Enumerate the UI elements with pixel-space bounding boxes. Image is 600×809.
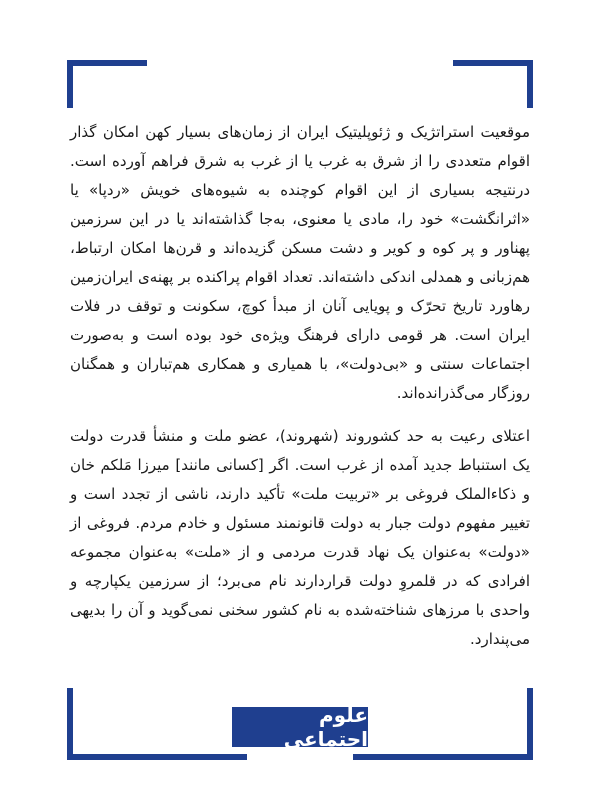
frame-corner-bottom-right — [353, 754, 533, 760]
paragraph-1: موقعیت استراتژیک و ژئوپلیتیک ایران از زمان‌های بسیار کهن امکان گذار اقوام متعددی را از شرق به غرب یا از غرب به شرق فراهم آورده است. درنتیجه بسیاری از این اقوام کوچنده به شیوه‌های خویش «ردپا» یا «اثرانگشت» خود را، مادی یا معنوی، به‌جا گذاشته‌اند یا در این سرزمین پهناور و پر کوه و کویر و دشت مسکن گزیده‌اند و قرن‌ها امکان ارتباط، هم‌زبانی و همدلی اندکی داشته‌اند. تعداد اقوام پراکنده بر پهنه‌ی ایران‌زمین رهاورد تاریخ تحرّک و پویایی آنان از مبدأ کوچ، سکونت و توقف در فلات ایران است. هر قومی دارای فرهنگ ویژه‌ی خود بوده است و به‌صورت اجتماعات سنتی و «بی‌دولت»، با همیاری و همکاری هم‌تباران و همگنان روزگار می‌گذرانده‌اند. — [70, 123, 530, 402]
paragraph-2: اعتلای رعیت به حد کشوروند (شهروند)، عضو ملت و منشأ قدرت دولت یک استنباط جدید آمده از غرب است. اگر [کسانی مانند] میرزا مَلکم خان و ذکاءالملک فروغی بر «تربیت ملت» تأکید دارند، ناشی از تجدد است و تغییر مفهوم دولت جبار به دولت قانونمند مسئول و خادم مردم. فروغی از «دولت» به‌عنوان یک نهاد قدرت مردمی و از «ملت» به‌عنوان مجموعه افرادی که در قلمروِ دولت قراردارند نام می‌برد؛ از سرزمین یکپارچه و واحدی با مرزهای شناخته‌شده به نام کشور سخنی نمی‌گوید و آن را بدیهی می‌پندارد. — [70, 427, 530, 648]
frame-corner-top-right — [453, 60, 533, 66]
frame-corner-bottom-left-vertical — [67, 688, 73, 760]
article-body — [70, 118, 530, 654]
frame-corner-top-left — [67, 60, 147, 66]
category-badge: علوم اجتماعی — [232, 707, 368, 747]
frame-corner-bottom-left — [67, 754, 247, 760]
frame-corner-bottom-right-vertical — [527, 688, 533, 760]
frame-corner-top-right-vertical — [527, 60, 533, 108]
frame-corner-top-left-vertical — [67, 60, 73, 108]
